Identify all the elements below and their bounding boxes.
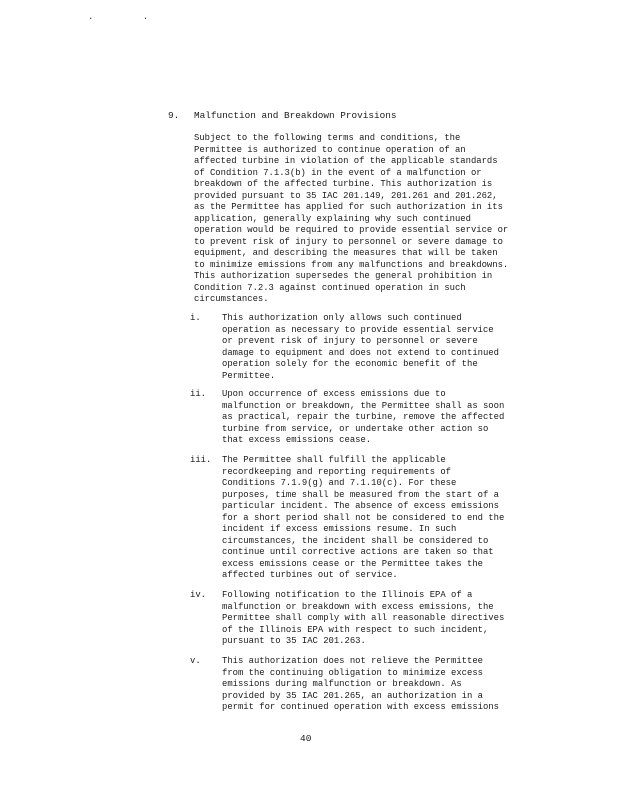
text-line: of the Illinois EPA with respect to such incident, xyxy=(222,624,489,635)
text-line: that excess emissions cease. xyxy=(222,435,372,445)
text-line: application, generally explaining why such continued xyxy=(194,213,471,224)
text-line: This authorization supersedes the general prohibition in xyxy=(194,271,493,281)
item-body xyxy=(222,389,540,447)
text-line: continue until corrective actions are taken so that xyxy=(222,547,494,557)
item-marker: i. xyxy=(190,313,201,323)
text-line: operation solely for the economic benefit of the xyxy=(222,359,478,369)
text-line: damage to equipment and does not extend to continued xyxy=(222,347,499,358)
text-line: from the continuing obligation to minimize excess xyxy=(222,667,483,678)
text-line: turbine from service, or undertake other action so xyxy=(222,423,489,434)
text-line: operation would be required to provide essential service or xyxy=(194,225,509,235)
text-line: Condition 7.2.3 against continued operation in such xyxy=(194,282,466,293)
text-line: permit for continued operation with excess emissions xyxy=(222,702,499,712)
text-line: or prevent risk of injury to personnel or severe xyxy=(222,336,478,346)
text-line: particular incident. The absence of excess emissions xyxy=(222,501,499,511)
text-line: emissions during malfunction or breakdown. As xyxy=(222,679,462,689)
text-line: breakdown of the affected turbine. This authorization is xyxy=(194,179,493,189)
text-line: to prevent risk of injury to personnel or severe damage to xyxy=(194,236,503,247)
text-line: Subject to the following terms and conditions, the xyxy=(194,133,461,143)
section-title: Malfunction and Breakdown Provisions xyxy=(194,110,397,121)
item-marker: v. xyxy=(190,656,201,666)
text-line: Conditions 7.1.9(g) and 7.1.10(c). For these xyxy=(222,478,457,488)
text-line: The Permittee shall fulfill the applicable xyxy=(222,455,446,465)
text-line: purposes, time shall be measured from the start of a xyxy=(222,489,499,500)
text-line: Permittee is authorized to continue operation of an xyxy=(194,144,466,155)
item-marker: iv. xyxy=(190,590,206,600)
text-line: malfunction or breakdown with excess emissions, the xyxy=(222,601,494,612)
item-body xyxy=(222,590,540,648)
corner-marks: . . xyxy=(88,12,171,22)
item-marker: iii. xyxy=(190,455,212,465)
section-heading xyxy=(168,110,397,122)
text-line: recordkeeping and reporting requirements of xyxy=(222,466,452,477)
text-line: This authorization does not relieve the Permittee xyxy=(222,656,483,666)
text-line: malfunction or breakdown, the Permittee shall as soon xyxy=(222,400,505,411)
text-line: excess emissions cease or the Permittee takes the xyxy=(222,558,483,569)
text-line: provided by 35 IAC 201.265, an authorization in a xyxy=(222,690,483,701)
text-line: affected turbines out of service. xyxy=(222,570,398,580)
text-line: operation as necessary to provide essential service xyxy=(222,324,494,335)
intro-paragraph xyxy=(194,133,534,306)
item-body xyxy=(222,455,540,582)
text-line: to minimize emissions from any malfunctions and breakdowns. xyxy=(194,259,509,270)
text-line: incident if excess emissions resume. In such xyxy=(222,524,457,534)
text-line: for a short period shall not be considered to end the xyxy=(222,512,505,523)
text-line: circumstances, the incident shall be considered to xyxy=(222,535,489,546)
text-line: of Condition 7.1.3(b) in the event of a malfunction or xyxy=(194,167,482,178)
text-line: as the Permittee has applied for such authorization in its xyxy=(194,202,503,212)
text-line: pursuant to 35 IAC 201.263. xyxy=(222,636,366,646)
text-line: provided pursuant to 35 IAC 201.149, 201.261 and 201.262, xyxy=(194,190,498,201)
text-line: as practical, repair the turbine, remove the affected xyxy=(222,412,505,422)
text-line: Permittee. xyxy=(222,370,276,381)
section-number: 9. xyxy=(168,110,180,121)
text-line: Following notification to the Illinois EPA of a xyxy=(222,590,473,600)
page-number: 40 xyxy=(300,733,312,744)
text-line: Upon occurrence of excess emissions due to xyxy=(222,389,446,399)
text-line: This authorization only allows such continued xyxy=(222,313,462,323)
text-line: affected turbine in violation of the applicable standards xyxy=(194,156,498,166)
item-marker: ii. xyxy=(190,389,206,399)
item-body xyxy=(222,313,540,382)
text-line: equipment, and describing the measures that will be taken xyxy=(194,248,498,258)
text-line: Permittee shall comply with all reasonable directives xyxy=(222,613,505,623)
item-body xyxy=(222,656,540,714)
text-line: circumstances. xyxy=(194,294,269,304)
